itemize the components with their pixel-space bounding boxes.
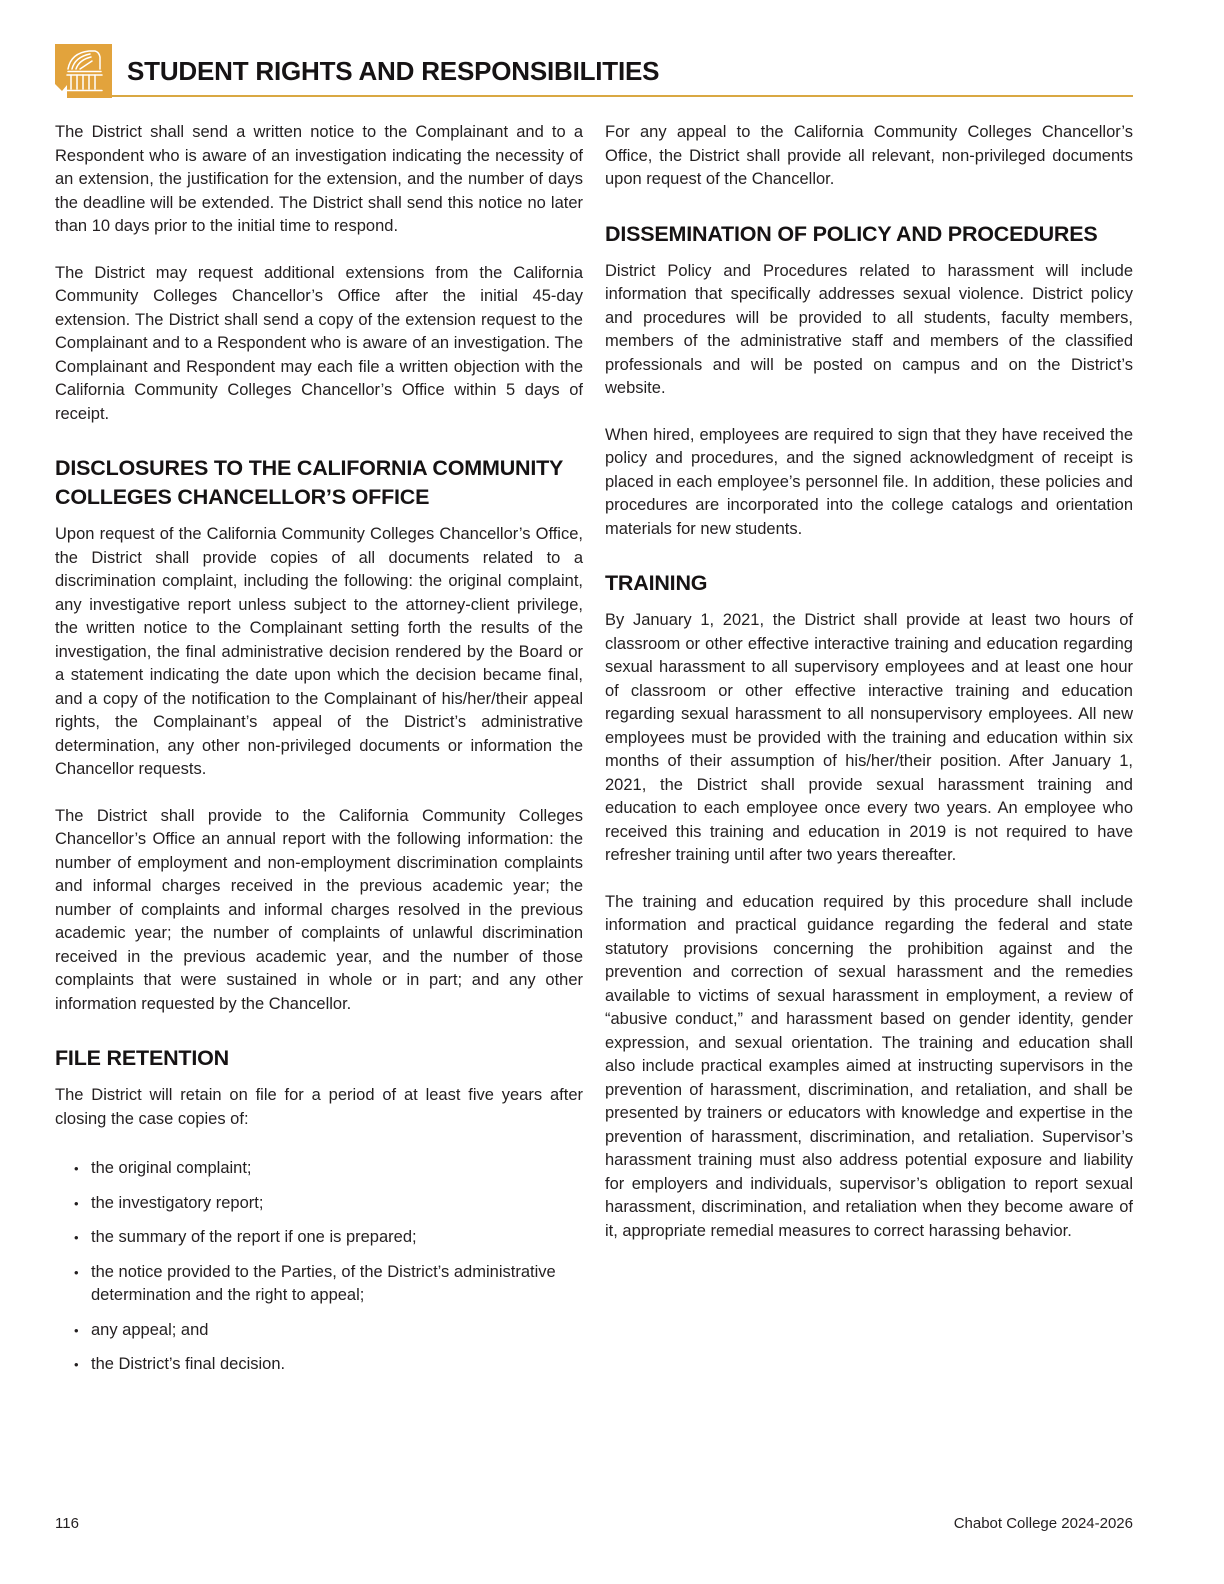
- paragraph-policy-dissemination: District Policy and Procedures related to harassment will include information that specifically addresses sexual violence. District policy and procedures will be provided to all students, faculty members, members of the administrative staff and members of the classified professionals and will be posted on campus and on the District’s website.: [605, 261, 1133, 397]
- list-item: • the original complaint;: [74, 1157, 583, 1181]
- catalog-edition: Chabot College 2024-2026: [953, 1515, 1133, 1532]
- paragraph-annual-report: The District shall provide to the California Community Colleges Chancellor’s Office an annual report with the following information: the number of employment and non-employment discrimination complaints and informal charges received in the previous academic year; the number of complaints and informal charges resolved in the previous academic year; the number of complaints of unlawful discrimination received in the previous academic year, and the number of those complaints that were sustained in whole or in part; and any other information requested by the Chancellor.: [55, 806, 583, 1013]
- list-item: • the District’s final decision.: [74, 1353, 583, 1377]
- paragraph-training-content: The training and education required by this procedure shall include information and practical guidance regarding the federal and state statutory provisions concerning the prohibition against and the prevention and correction of sexual harassment and the remedies available to victims of sexual harassment in employment, a review of “abusive conduct,” and harassment based on gender identity, gender expression, and sexual orientation. The training and education shall also include practical examples aimed at instructing supervisors in the prevention of harassment, discrimination, and retaliation, and shall be presented by trainers or educators with knowledge and expertise in the prevention of harassment, discrimination, and retaliation. Supervisor’s harassment training must also address potential exposure and liability for employers and individuals, supervisor’s obligation to report sexual harassment, discrimination, and retaliation when they become aware of it, appropriate remedial measures to correct harassing behavior.: [605, 892, 1133, 1240]
- paragraph-retention-intro: The District will retain on file for a period of at least five years after closing the case copies of:: [55, 1086, 583, 1128]
- section-heading-disclosures: DISCLOSURES TO THE CALIFORNIA COMMUNITY COLLEGES CHANCELLOR’S OFFICE: [55, 456, 563, 509]
- paragraph-training-schedule: By January 1, 2021, the District shall provide at least two hours of classroom or other effective interactive training and education regarding sexual harassment to all supervisory employees and at least one hour of classroom or other effective interactive training and education regarding sexual harassment to all nonsupervisory employees. All new employees must be provided with the training and education within six months of their assumption of his/her/their position. After January 1, 2021, the District shall provide sexual harassment training and education to each employee once every two years. An employee who received this training and education in 2019 is not required to have refresher training until after two years thereafter.: [605, 611, 1133, 864]
- page-footer: [55, 1515, 1133, 1532]
- paragraph-when-hired: When hired, employees are required to sign that they have received the policy and procedures, and the signed acknowledgment of receipt is placed in each employee’s personnel file. In addition, these policies and procedures are incorporated into the college catalogs and orientation materials for new students.: [605, 425, 1133, 538]
- page-header: [55, 44, 1133, 98]
- paragraph-extension-notice: The District shall send a written notice to the Complainant and to a Respondent who is aware of an investigation indicating the necessity of an extension, the justification for the extension, and the number of days the deadline will be extended. The District shall send this notice no later than 10 days prior to the initial time to respond.: [55, 123, 583, 235]
- list-item: • the notice provided to the Parties, of the District’s administrative determination and the right to appeal;: [74, 1261, 583, 1308]
- header-divider: [55, 95, 1133, 97]
- paragraph-appeal: For any appeal to the California Community Colleges Chancellor’s Office, the District shall provide all relevant, non-privileged documents upon request of the Chancellor.: [605, 123, 1133, 188]
- paragraph-upon-request: Upon request of the California Community Colleges Chancellor’s Office, the District shall provide copies of all documents related to a discrimination complaint, including the following: the original complaint, any investigative report unless subject to the attorney-client privilege, the written notice to the Complainant setting forth the results of the investigation, the final administrative decision rendered by the Board or a statement indicating the date upon which the decision became final, and a copy of the notification to the Complainant of his/her/their appeal rights, the Complainant’s appeal of the District’s administrative determination, any other non-privileged documents or information the Chancellor requests.: [55, 525, 583, 778]
- right-column: [605, 121, 1133, 1388]
- two-column-body: [55, 121, 1133, 1388]
- list-item: • the summary of the report if one is prepared;: [74, 1226, 583, 1250]
- page-title: STUDENT RIGHTS AND RESPONSIBILITIES: [127, 56, 660, 86]
- section-heading-file-retention: FILE RETENTION: [55, 1046, 229, 1070]
- page-number: 116: [55, 1515, 79, 1532]
- section-heading-training: TRAINING: [605, 571, 708, 595]
- list-item: • any appeal; and: [74, 1319, 583, 1343]
- list-item: • the investigatory report;: [74, 1192, 583, 1216]
- paragraph-additional-extensions: The District may request additional extensions from the California Community Colleges Chancellor’s Office after the initial 45-day extension. The District shall send a copy of the extension request to the Complainant and to a Respondent who is aware of an investigation. The Complainant and Respondent may each file a written objection with the California Community Colleges Chancellor’s Office within 5 days of receipt.: [55, 263, 583, 423]
- left-column: [55, 121, 583, 1388]
- retention-list: [74, 1157, 583, 1377]
- section-heading-dissemination: DISSEMINATION OF POLICY AND PROCEDURES: [605, 221, 1098, 246]
- college-logo-icon: [55, 44, 112, 98]
